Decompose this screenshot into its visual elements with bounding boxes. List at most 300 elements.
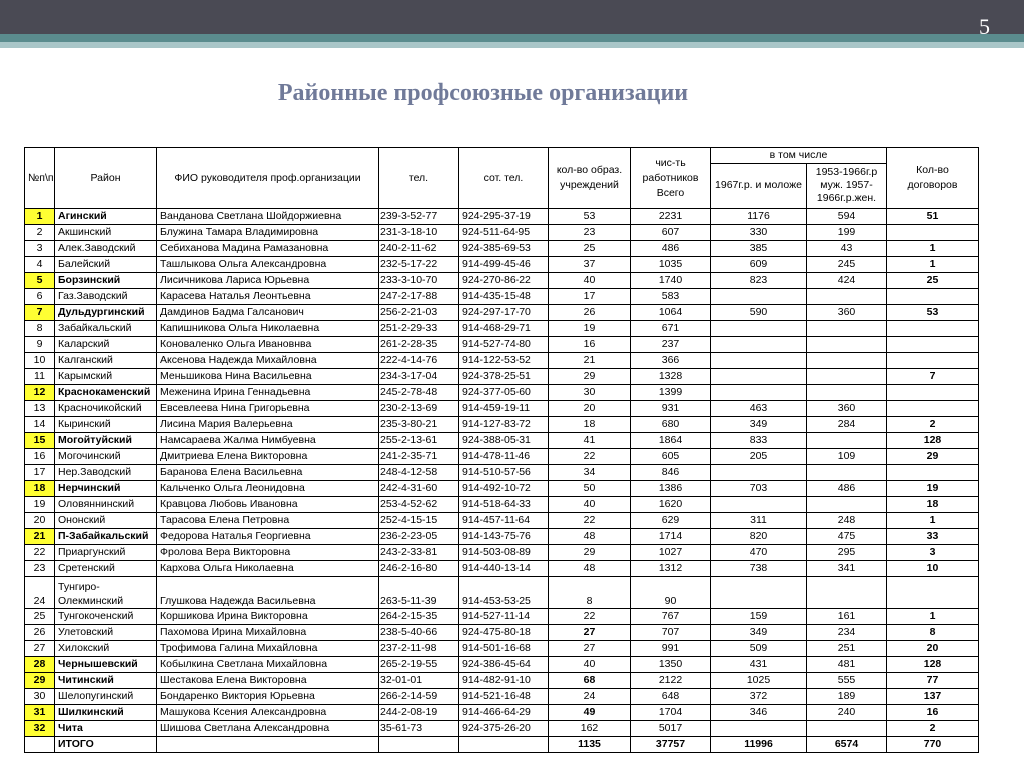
institutions-cell: 22	[549, 449, 631, 465]
header-head: ФИО руководителя проф.организации	[157, 148, 379, 209]
mobile-cell: 914-127-83-72	[459, 417, 549, 433]
workers-cell: 671	[631, 321, 711, 337]
table-row	[25, 625, 979, 641]
empty-cell	[25, 737, 55, 753]
head-name-cell: Меженина Ирина Геннадьевна	[157, 385, 379, 401]
row-number: 20	[25, 513, 55, 529]
head-name-cell: Намсараева Жалма Нимбуевна	[157, 433, 379, 449]
institutions-cell: 27	[549, 641, 631, 657]
institutions-cell: 49	[549, 705, 631, 721]
district-cell: Кыринский	[55, 417, 157, 433]
institutions-cell: 19	[549, 321, 631, 337]
older-cell: 245	[807, 257, 887, 273]
young-cell: 349	[711, 417, 807, 433]
mobile-cell: 914-468-29-71	[459, 321, 549, 337]
table-row	[25, 273, 979, 289]
contracts-cell: 1	[887, 513, 979, 529]
older-cell: 189	[807, 689, 887, 705]
district-cell: Сретенский	[55, 561, 157, 577]
phone-cell: 35-61-73	[379, 721, 459, 737]
young-cell	[711, 321, 807, 337]
institutions-cell: 23	[549, 225, 631, 241]
workers-cell: 1714	[631, 529, 711, 545]
head-name-cell: Дмитриева Елена Викторовна	[157, 449, 379, 465]
contracts-cell: 3	[887, 545, 979, 561]
institutions-cell: 40	[549, 497, 631, 513]
district-cell: Газ.Заводский	[55, 289, 157, 305]
institutions-cell: 22	[549, 609, 631, 625]
mobile-cell: 924-388-05-31	[459, 433, 549, 449]
row-number: 26	[25, 625, 55, 641]
slide-title: Районные профсоюзные организации	[277, 80, 689, 106]
institutions-cell: 20	[549, 401, 631, 417]
head-name-cell: Кравцова Любовь Ивановна	[157, 497, 379, 513]
mobile-cell: 914-143-75-76	[459, 529, 549, 545]
phone-cell: 32-01-01	[379, 673, 459, 689]
head-name-cell: Трофимова Галина Михайловна	[157, 641, 379, 657]
mobile-cell: 924-377-05-60	[459, 385, 549, 401]
header-num: №п\п	[25, 148, 55, 209]
institutions-cell: 29	[549, 369, 631, 385]
workers-cell: 1386	[631, 481, 711, 497]
row-number: 29	[25, 673, 55, 689]
table-row	[25, 449, 979, 465]
older-cell	[807, 577, 887, 609]
workers-cell: 2231	[631, 209, 711, 225]
head-name-cell: Коноваленко Ольга Ивановнва	[157, 337, 379, 353]
district-cell: Читинский	[55, 673, 157, 689]
head-name-cell: Ташлыкова Ольга Александровна	[157, 257, 379, 273]
contracts-cell: 137	[887, 689, 979, 705]
head-name-cell: Карасева Наталья Леонтьевна	[157, 289, 379, 305]
table-row	[25, 257, 979, 273]
mobile-cell: 914-482-91-10	[459, 673, 549, 689]
district-cell: Балейский	[55, 257, 157, 273]
workers-cell: 629	[631, 513, 711, 529]
row-number: 25	[25, 609, 55, 625]
total-contracts: 770	[887, 737, 979, 753]
workers-cell: 648	[631, 689, 711, 705]
phone-cell: 235-3-80-21	[379, 417, 459, 433]
young-cell: 738	[711, 561, 807, 577]
mobile-cell: 914-440-13-14	[459, 561, 549, 577]
young-cell	[711, 369, 807, 385]
older-cell	[807, 289, 887, 305]
contracts-cell: 29	[887, 449, 979, 465]
contracts-cell	[887, 225, 979, 241]
young-cell: 349	[711, 625, 807, 641]
table-row	[25, 497, 979, 513]
older-cell: 240	[807, 705, 887, 721]
head-name-cell: Кархова Ольга Николаевна	[157, 561, 379, 577]
young-cell: 159	[711, 609, 807, 625]
row-number: 23	[25, 561, 55, 577]
young-cell: 372	[711, 689, 807, 705]
older-cell	[807, 721, 887, 737]
older-cell	[807, 385, 887, 401]
header-stripe-light	[0, 42, 1024, 48]
contracts-cell: 128	[887, 657, 979, 673]
empty-cell	[459, 737, 549, 753]
young-cell	[711, 385, 807, 401]
mobile-cell: 914-492-10-72	[459, 481, 549, 497]
contracts-cell	[887, 321, 979, 337]
row-number: 7	[25, 305, 55, 321]
workers-cell: 991	[631, 641, 711, 657]
workers-cell: 1399	[631, 385, 711, 401]
phone-cell: 248-4-12-58	[379, 465, 459, 481]
institutions-cell: 25	[549, 241, 631, 257]
table-row	[25, 689, 979, 705]
young-cell	[711, 289, 807, 305]
institutions-cell: 48	[549, 529, 631, 545]
workers-cell: 486	[631, 241, 711, 257]
contracts-cell: 18	[887, 497, 979, 513]
young-cell: 311	[711, 513, 807, 529]
older-cell: 109	[807, 449, 887, 465]
district-cell: Могочинский	[55, 449, 157, 465]
mobile-cell: 924-295-37-19	[459, 209, 549, 225]
row-number: 28	[25, 657, 55, 673]
table-row	[25, 529, 979, 545]
header-mobile: сот. тел.	[459, 148, 549, 209]
phone-cell: 246-2-16-80	[379, 561, 459, 577]
row-number: 31	[25, 705, 55, 721]
header-institutions: кол-во образ. учреждений	[549, 148, 631, 209]
head-name-cell: Коршикова Ирина Викторовна	[157, 609, 379, 625]
mobile-cell: 914-453-53-25	[459, 577, 549, 609]
workers-cell: 1620	[631, 497, 711, 513]
older-cell: 475	[807, 529, 887, 545]
institutions-cell: 22	[549, 513, 631, 529]
table-row	[25, 721, 979, 737]
head-name-cell: Лисичникова Лариса Юрьевна	[157, 273, 379, 289]
workers-cell: 767	[631, 609, 711, 625]
older-cell: 594	[807, 209, 887, 225]
contracts-cell: 7	[887, 369, 979, 385]
mobile-cell: 914-499-45-46	[459, 257, 549, 273]
row-number: 30	[25, 689, 55, 705]
institutions-cell: 30	[549, 385, 631, 401]
young-cell	[711, 337, 807, 353]
older-cell: 234	[807, 625, 887, 641]
organizations-table	[24, 147, 979, 753]
older-cell: 481	[807, 657, 887, 673]
row-number: 15	[25, 433, 55, 449]
institutions-cell: 21	[549, 353, 631, 369]
district-cell: Агинский	[55, 209, 157, 225]
phone-cell: 238-5-40-66	[379, 625, 459, 641]
phone-cell: 241-2-35-71	[379, 449, 459, 465]
workers-cell: 931	[631, 401, 711, 417]
young-cell: 205	[711, 449, 807, 465]
head-name-cell: Ванданова Светлана Шойдоржиевна	[157, 209, 379, 225]
mobile-cell: 924-270-86-22	[459, 273, 549, 289]
phone-cell: 266-2-14-59	[379, 689, 459, 705]
institutions-cell: 68	[549, 673, 631, 689]
young-cell: 346	[711, 705, 807, 721]
head-name-cell: Тарасова Елена Петровна	[157, 513, 379, 529]
phone-cell: 252-4-15-15	[379, 513, 459, 529]
table-row	[25, 417, 979, 433]
mobile-cell: 914-521-16-48	[459, 689, 549, 705]
institutions-cell: 17	[549, 289, 631, 305]
young-cell: 463	[711, 401, 807, 417]
head-name-cell: Евсевлеева Нина Григорьевна	[157, 401, 379, 417]
district-cell: Ононский	[55, 513, 157, 529]
head-name-cell: Федорова Наталья Георгиевна	[157, 529, 379, 545]
older-cell: 341	[807, 561, 887, 577]
district-cell: Каларский	[55, 337, 157, 353]
district-cell: Забайкальский	[55, 321, 157, 337]
older-cell: 424	[807, 273, 887, 289]
young-cell: 703	[711, 481, 807, 497]
institutions-cell: 40	[549, 273, 631, 289]
phone-cell: 233-3-10-70	[379, 273, 459, 289]
contracts-cell	[887, 401, 979, 417]
district-cell: Улетовский	[55, 625, 157, 641]
contracts-cell: 77	[887, 673, 979, 689]
row-number: 11	[25, 369, 55, 385]
young-cell: 1025	[711, 673, 807, 689]
workers-cell: 1350	[631, 657, 711, 673]
row-number: 27	[25, 641, 55, 657]
young-cell: 470	[711, 545, 807, 561]
table-row	[25, 433, 979, 449]
phone-cell: 244-2-08-19	[379, 705, 459, 721]
older-cell: 199	[807, 225, 887, 241]
header-district: Район	[55, 148, 157, 209]
institutions-cell: 16	[549, 337, 631, 353]
header-workers: чис-ть работников Всего	[631, 148, 711, 209]
mobile-cell: 924-375-26-20	[459, 721, 549, 737]
head-name-cell: Баранова Елена Васильевна	[157, 465, 379, 481]
mobile-cell: 924-475-80-18	[459, 625, 549, 641]
older-cell: 360	[807, 305, 887, 321]
district-cell: Шилкинский	[55, 705, 157, 721]
header-including: в том числе	[711, 148, 887, 164]
young-cell: 509	[711, 641, 807, 657]
head-name-cell: Шишова Светлана Александровна	[157, 721, 379, 737]
phone-cell: 236-2-23-05	[379, 529, 459, 545]
table-row	[25, 705, 979, 721]
workers-cell: 5017	[631, 721, 711, 737]
district-cell: Хилокский	[55, 641, 157, 657]
header-contracts: Кол-во договоров	[887, 148, 979, 209]
phone-cell: 263-5-11-39	[379, 577, 459, 609]
head-name-cell: Лисина Мария Валерьевна	[157, 417, 379, 433]
row-number: 1	[25, 209, 55, 225]
older-cell: 161	[807, 609, 887, 625]
workers-cell: 1740	[631, 273, 711, 289]
contracts-cell: 1	[887, 257, 979, 273]
workers-cell: 2122	[631, 673, 711, 689]
total-workers: 37757	[631, 737, 711, 753]
young-cell: 820	[711, 529, 807, 545]
mobile-cell: 924-297-17-70	[459, 305, 549, 321]
contracts-cell: 1	[887, 609, 979, 625]
head-name-cell: Кобылкина Светлана Михайловна	[157, 657, 379, 673]
district-cell: Алек.Заводский	[55, 241, 157, 257]
district-cell: Чита	[55, 721, 157, 737]
institutions-cell: 26	[549, 305, 631, 321]
table-row	[25, 561, 979, 577]
district-cell: Тунгиро-Олекминский	[55, 577, 157, 609]
older-cell: 43	[807, 241, 887, 257]
table-row	[25, 641, 979, 657]
contracts-cell	[887, 385, 979, 401]
phone-cell: 240-2-11-62	[379, 241, 459, 257]
table-row	[25, 481, 979, 497]
table-row	[25, 673, 979, 689]
header-band	[0, 0, 1024, 34]
workers-cell: 707	[631, 625, 711, 641]
mobile-cell: 914-518-64-33	[459, 497, 549, 513]
head-name-cell: Бондаренко Виктория Юрьевна	[157, 689, 379, 705]
mobile-cell: 914-510-57-56	[459, 465, 549, 481]
phone-cell: 245-2-78-48	[379, 385, 459, 401]
contracts-cell: 20	[887, 641, 979, 657]
table-row	[25, 225, 979, 241]
institutions-cell: 27	[549, 625, 631, 641]
head-name-cell: Пахомова Ирина Михайловна	[157, 625, 379, 641]
institutions-cell: 48	[549, 561, 631, 577]
contracts-cell: 51	[887, 209, 979, 225]
young-cell	[711, 465, 807, 481]
mobile-cell: 914-527-11-14	[459, 609, 549, 625]
mobile-cell: 924-386-45-64	[459, 657, 549, 673]
older-cell	[807, 497, 887, 513]
phone-cell: 265-2-19-55	[379, 657, 459, 673]
table-row	[25, 289, 979, 305]
district-cell: Борзинский	[55, 273, 157, 289]
young-cell	[711, 577, 807, 609]
head-name-cell: Дамдинов Бадма Галсанович	[157, 305, 379, 321]
workers-cell: 1027	[631, 545, 711, 561]
row-number: 6	[25, 289, 55, 305]
older-cell	[807, 433, 887, 449]
mobile-cell: 924-385-69-53	[459, 241, 549, 257]
mobile-cell: 914-503-08-89	[459, 545, 549, 561]
mobile-cell: 914-459-19-11	[459, 401, 549, 417]
contracts-cell: 2	[887, 417, 979, 433]
row-number: 2	[25, 225, 55, 241]
workers-cell: 1704	[631, 705, 711, 721]
head-name-cell: Аксенова Надежда Михайловна	[157, 353, 379, 369]
district-cell: Карымский	[55, 369, 157, 385]
institutions-cell: 53	[549, 209, 631, 225]
total-young: 11996	[711, 737, 807, 753]
contracts-cell: 128	[887, 433, 979, 449]
young-cell	[711, 721, 807, 737]
row-number: 24	[25, 577, 55, 609]
young-cell: 431	[711, 657, 807, 673]
row-number: 12	[25, 385, 55, 401]
phone-cell: 242-4-31-60	[379, 481, 459, 497]
contracts-cell	[887, 353, 979, 369]
row-number: 13	[25, 401, 55, 417]
header-stripe	[0, 34, 1024, 42]
head-name-cell: Меньшикова Нина Васильевна	[157, 369, 379, 385]
phone-cell: 234-3-17-04	[379, 369, 459, 385]
workers-cell: 605	[631, 449, 711, 465]
row-number: 10	[25, 353, 55, 369]
young-cell: 590	[711, 305, 807, 321]
young-cell	[711, 497, 807, 513]
young-cell	[711, 353, 807, 369]
mobile-cell: 914-466-64-29	[459, 705, 549, 721]
table-row	[25, 369, 979, 385]
empty-cell	[157, 737, 379, 753]
contracts-cell: 53	[887, 305, 979, 321]
older-cell	[807, 353, 887, 369]
workers-cell: 1312	[631, 561, 711, 577]
contracts-cell: 8	[887, 625, 979, 641]
row-number: 18	[25, 481, 55, 497]
institutions-cell: 37	[549, 257, 631, 273]
older-cell: 248	[807, 513, 887, 529]
table-row	[25, 465, 979, 481]
district-cell: Калганский	[55, 353, 157, 369]
district-cell: П-Забайкальский	[55, 529, 157, 545]
row-number: 14	[25, 417, 55, 433]
older-cell	[807, 321, 887, 337]
header-phone: тел.	[379, 148, 459, 209]
table-row	[25, 577, 979, 609]
phone-cell: 222-4-14-76	[379, 353, 459, 369]
row-number: 16	[25, 449, 55, 465]
total-label: ИТОГО	[55, 737, 157, 753]
workers-cell: 680	[631, 417, 711, 433]
older-cell	[807, 369, 887, 385]
district-cell: Шелопугинский	[55, 689, 157, 705]
table-row	[25, 513, 979, 529]
young-cell: 609	[711, 257, 807, 273]
phone-cell: 239-3-52-77	[379, 209, 459, 225]
district-cell: Акшинский	[55, 225, 157, 241]
table-row	[25, 209, 979, 225]
total-older: 6574	[807, 737, 887, 753]
district-cell: Могойтуйский	[55, 433, 157, 449]
header-older: 1953-1966г.р муж. 1957-1966г.р.жен.	[807, 163, 887, 208]
district-cell: Приаргунский	[55, 545, 157, 561]
total-institutions: 1135	[549, 737, 631, 753]
district-cell: Оловяннинский	[55, 497, 157, 513]
contracts-cell: 10	[887, 561, 979, 577]
phone-cell: 231-3-18-10	[379, 225, 459, 241]
table-row	[25, 305, 979, 321]
workers-cell: 366	[631, 353, 711, 369]
table-row	[25, 337, 979, 353]
phone-cell: 264-2-15-35	[379, 609, 459, 625]
phone-cell: 232-5-17-22	[379, 257, 459, 273]
mobile-cell: 924-378-25-51	[459, 369, 549, 385]
head-name-cell: Капишникова Ольга Николаевна	[157, 321, 379, 337]
row-number: 32	[25, 721, 55, 737]
older-cell: 555	[807, 673, 887, 689]
district-cell: Нер.Заводский	[55, 465, 157, 481]
contracts-cell	[887, 577, 979, 609]
row-number: 5	[25, 273, 55, 289]
institutions-cell: 50	[549, 481, 631, 497]
phone-cell: 251-2-29-33	[379, 321, 459, 337]
institutions-cell: 40	[549, 657, 631, 673]
table-row	[25, 401, 979, 417]
row-number: 19	[25, 497, 55, 513]
table-body	[25, 209, 979, 753]
district-cell: Нерчинский	[55, 481, 157, 497]
head-name-cell: Машукова Ксения Александровна	[157, 705, 379, 721]
